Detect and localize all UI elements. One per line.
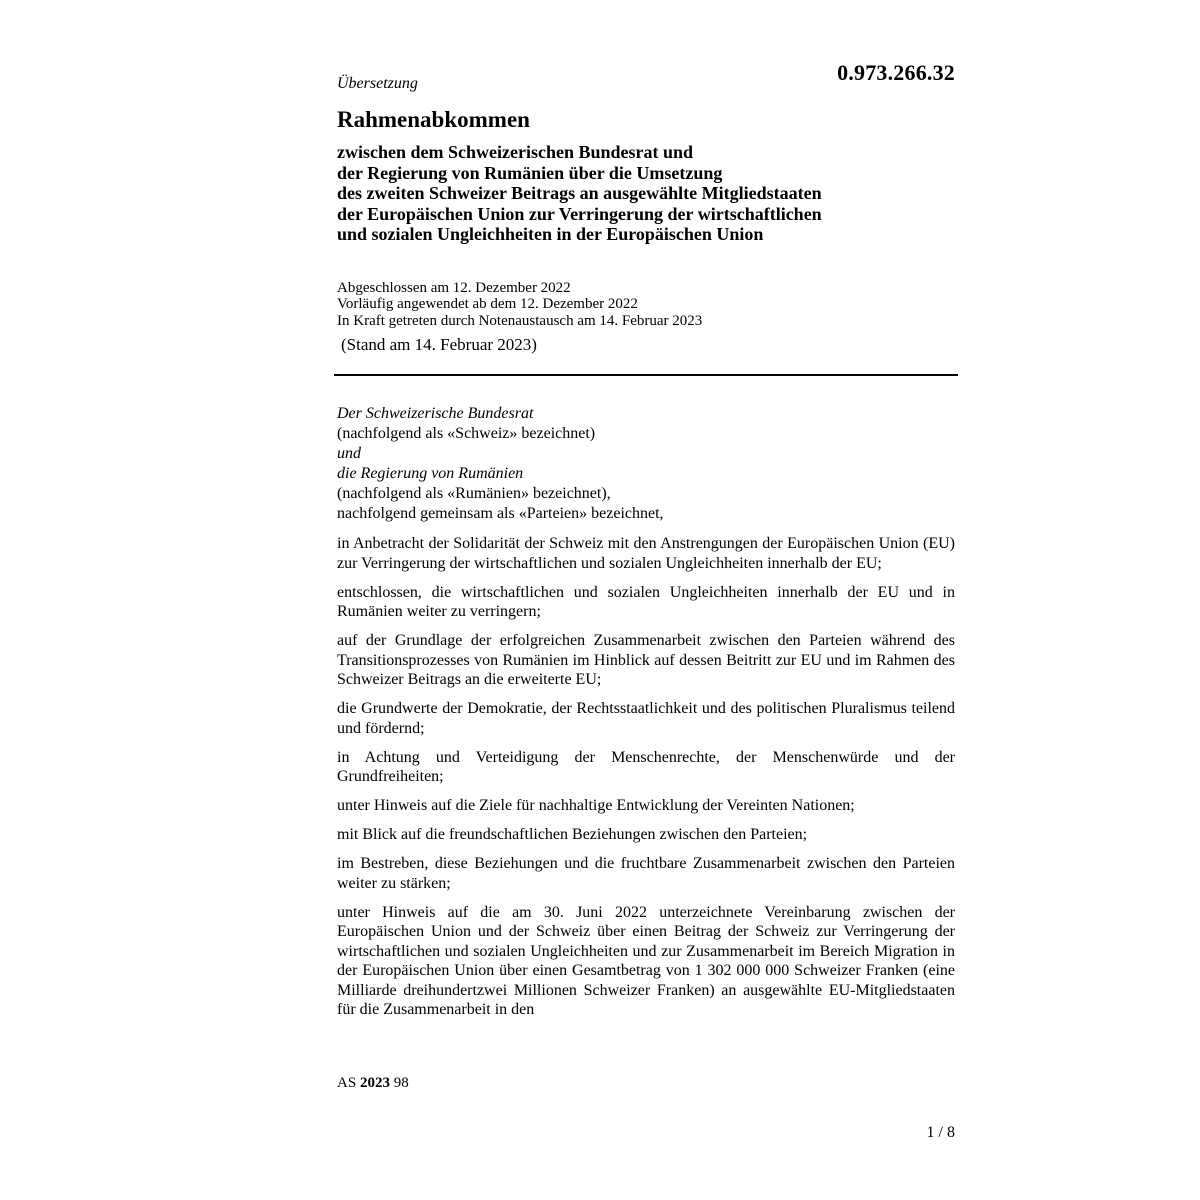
subtitle-line: und sozialen Ungleichheiten in der Europäischen Union (337, 224, 764, 244)
party-switzerland: Der Schweizerische Bundesrat (337, 405, 534, 422)
document-meta (337, 280, 702, 329)
preamble-paragraph: mit Blick auf die freundschaftlichen Beziehungen zwischen den Parteien; (337, 826, 808, 843)
preamble-paragraph: in Anbetracht der Solidarität der Schweiz mit den Anstrengungen der Europäischen Union (EU) zur Verringerung der wirtschaftlichen und sozialen Ungleichheiten innerhalb der EU; (337, 535, 955, 572)
preamble-paragraph: im Bestreben, diese Beziehungen und die fruchtbare Zusammenarbeit zwischen den Parteien weiter zu stärken; (337, 855, 955, 892)
document-subtitle (337, 142, 955, 245)
preamble (337, 534, 955, 1029)
subtitle-line: des zweiten Schweizer Beitrags an ausgewählte Mitgliedstaaten (337, 183, 822, 203)
subtitle-line: der Regierung von Rumänien über die Umsetzung (337, 162, 723, 183)
document-title: Rahmenabkommen (337, 107, 530, 132)
as-page: 98 (393, 1075, 409, 1091)
subtitle-line: zwischen dem Schweizerischen Bundesrat und (337, 142, 694, 162)
preamble-paragraph: entschlossen, die wirtschaftlichen und sozialen Ungleichheiten innerhalb der EU und in Rumänien weiter zu verringern; (337, 583, 955, 620)
preamble-paragraph: in Achtung und Verteidigung der Menschenrechte, der Menschenwürde und der Grundfreiheiten; (337, 748, 955, 785)
preamble-paragraph: unter Hinweis auf die am 30. Juni 2022 unterzeichnete Vereinbarung zwischen der Europäischen Union und der Schweiz über einen Beitrag der Schweiz zur Verringerung der wirtschaftlichen und sozialen Ungleichheiten und zur Zusammenarbeit im Bereich Migration in der Europäischen Union über einen Gesamtbetrag von 1 302 000 000 Schweizer Franken (eine Milliarde dreihundertzwei Millionen Schweizer Franken) an ausgewählte EU-Mitgliedstaaten für die Zusammenarbeit in den (337, 903, 955, 1018)
in-force-date: In Kraft getreten durch Notenaustausch am 14. Februar 2023 (337, 312, 703, 329)
subtitle-line: der Europäischen Union zur Verringerung der wirtschaftlichen (337, 203, 822, 224)
preamble-paragraph: die Grundwerte der Demokratie, der Rechtsstaatlichkeit und des politischen Pluralismus teilend und fördernd; (337, 700, 955, 737)
as-year: 2023 (359, 1075, 390, 1091)
status-date: (Stand am 14. Februar 2023) (341, 335, 537, 354)
party-switzerland-note: (nachfolgend als «Schweiz» bezeichnet) (337, 425, 596, 442)
sr-number: 0.973.266.32 (837, 60, 955, 85)
preamble-paragraph: auf der Grundlage der erfolgreichen Zusammenarbeit zwischen den Parteien während des Transitionsprozesses von Rumänien im Hinblick auf dessen Beitritt zur EU und im Rahmen des Schweizer Beitrags an die erweiterte EU; (337, 632, 955, 688)
party-romania-note: (nachfolgend als «Rumänien» bezeichnet), (337, 485, 611, 502)
header-divider (334, 374, 958, 376)
document-page (337, 0, 955, 1200)
parties-joint-note: nachfolgend gemeinsam als «Parteien» bezeichnet, (337, 505, 664, 522)
as-prefix: AS (337, 1075, 357, 1091)
translation-label: Übersetzung (337, 75, 418, 92)
party-romania: die Regierung von Rumänien (337, 465, 524, 482)
official-compilation-ref (337, 1075, 409, 1092)
parties-conjunction: und (337, 445, 361, 462)
preamble-paragraph: unter Hinweis auf die Ziele für nachhaltige Entwicklung der Vereinten Nationen; (337, 797, 855, 814)
page-number: 1 / 8 (926, 1124, 955, 1141)
parties-block (337, 404, 664, 524)
concluded-date: Abgeschlossen am 12. Dezember 2022 (337, 280, 571, 296)
provisional-date: Vorläufig angewendet ab dem 12. Dezember 2022 (337, 296, 638, 313)
